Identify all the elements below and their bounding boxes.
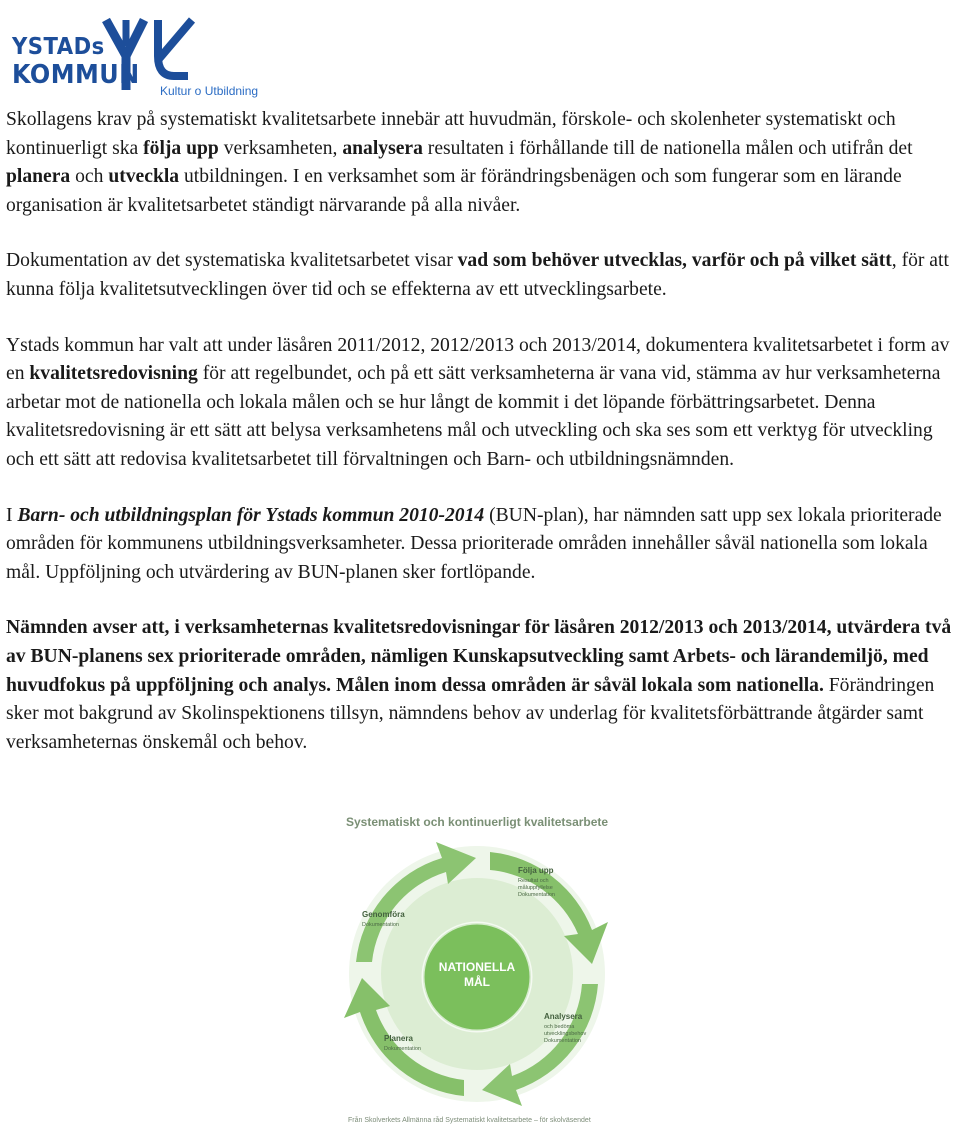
planera-sub-1: Dokumentation: [384, 1046, 421, 1052]
analysera-sub-3: Dokumentation: [544, 1038, 581, 1044]
p2-text-c: , för att kunna följa kvalitetsutvecklingen över tid och se effekterna av ett utvecklingsarbete.: [6, 250, 949, 300]
p5-bold: Nämnden avser att, i verksamheternas kvalitetsredovisningar för läsåren 2012/2013 och 2013/2014, utvärdera två av BUN-planens sex prioriterade områden, nämligen Kunskapsutveckling samt Arbets- och lärandemiljö, med huvudfokus på uppföljning och analys. Målen inom dessa områden är såväl lokala som nationella.: [6, 617, 952, 696]
logo-subtitle: Kultur o Utbildning: [160, 84, 259, 98]
p1-text-e: och: [70, 166, 109, 188]
p4-text-a: I: [6, 504, 18, 526]
p2-bold: vad som behöver utvecklas, varför och på vilket sätt: [457, 250, 892, 272]
p1-bold-folja-upp: följa upp: [143, 137, 219, 159]
ystad-kommun-logo: [10, 16, 280, 96]
segment-sub-planera: [384, 1046, 421, 1053]
p3-bold: kvalitetsredovisning: [29, 363, 198, 385]
analysera-sub-2: utvecklingsbehov: [544, 1031, 587, 1037]
center-line1: NATIONELLA: [438, 960, 516, 974]
segment-label-analysera: Analysera: [544, 1012, 583, 1021]
p1-bold-analysera: analysera: [342, 137, 423, 159]
segment-label-planera: Planera: [384, 1034, 413, 1043]
segment-label-genomfora: Genomföra: [362, 910, 405, 919]
segment-label-folja-upp: Följa upp: [518, 866, 554, 875]
folja-upp-sub-3: Dokumentation: [518, 892, 555, 898]
p1-text-a: Skollagens krav på systematiskt kvalitetsarbete innebär att huvudmän, förskole- och skolenheter systematiskt och kontinuerligt ska: [6, 109, 896, 159]
p4-text-c: (BUN-plan), har nämnden satt upp sex lokala prioriterade områden för kommunens utbildningsverksamheter. Dessa prioriterade områden innehåller såväl nationella som lokala mål. Uppföljning och utvärdering av BUN-planen sker fortlöpande.: [6, 504, 942, 583]
folja-upp-sub-2: måluppfyllelse: [518, 885, 553, 891]
paragraph-3: [6, 332, 960, 475]
p2-text-a: Dokumentation av det systematiska kvalitetsarbetet visar: [6, 250, 458, 272]
folja-upp-sub-1: Resultat och: [518, 878, 549, 884]
logo-line2: KOMMUN: [12, 60, 140, 90]
segment-sub-genomfora: [362, 922, 399, 929]
paragraph-5: [6, 614, 960, 757]
genomfora-sub-1: Dokumentation: [362, 922, 399, 928]
p5-text-c: Förändringen sker mot bakgrund av Skolinspektionens tillsyn, nämndens behov av underlag för kvalitetsförbättrande åtgärder samt verksamheternas önskemål och behov.: [6, 674, 935, 753]
quality-cycle-diagram: [340, 812, 630, 1138]
figure-footnote: Från Skolverkets Allmänna råd Systematiskt kvalitetsarbete – för skolväsendet: [348, 1117, 591, 1124]
segment-sub-analysera: [544, 1024, 586, 1045]
paragraph-1: [6, 106, 960, 220]
analysera-sub-1: och bedöma: [544, 1024, 575, 1030]
p1-text-f: utbildningen. I en verksamhet som är förändringsbenägen och som fungerar som en lärande organisation är kvalitetsarbetet ständigt närvarande på alla nivåer.: [6, 166, 902, 216]
figure-title: Systematiskt och kontinuerligt kvalitetsarbete: [346, 815, 609, 829]
p1-text-c: verksamheten,: [218, 137, 343, 159]
p3-text-a: Ystads kommun har valt att under läsåren 2011/2012, 2012/2013 och 2013/2014, dokumentera kvalitetsarbetet i form av en: [6, 334, 950, 385]
paragraph-2: [6, 247, 960, 304]
p1-bold-planera: planera: [6, 166, 71, 188]
document-body: [6, 106, 960, 784]
paragraph-4: [6, 502, 960, 588]
logo-line1: YSTADs: [12, 34, 105, 60]
p1-text-d: resultaten i förhållande till de nationella målen och utifrån det: [422, 137, 913, 159]
center-line2: MÅL: [464, 975, 490, 989]
p1-bold-utveckla: utveckla: [108, 166, 180, 188]
center-goal-label: [438, 960, 516, 990]
p4-bold-italic-title: Barn- och utbildningsplan för Ystads kommun 2010-2014: [17, 504, 485, 526]
segment-sub-folja-upp: [518, 878, 555, 899]
p3-text-c: för att regelbundet, och på ett sätt verksamheterna är vana vid, stämma av hur verksamheterna arbetar mot de nationella och lokala målen och se hur långt de kommit i det löpande förbättringsarbetet. Denna kvalitetsredovisning är ett sätt att belysa verksamhetens mål och utveckling och ska ses som ett verktyg för utveckling och ett sätt att redovisa kvalitetsarbetet till förvaltningen och Barn- och utbildningsnämnden.: [6, 363, 941, 470]
